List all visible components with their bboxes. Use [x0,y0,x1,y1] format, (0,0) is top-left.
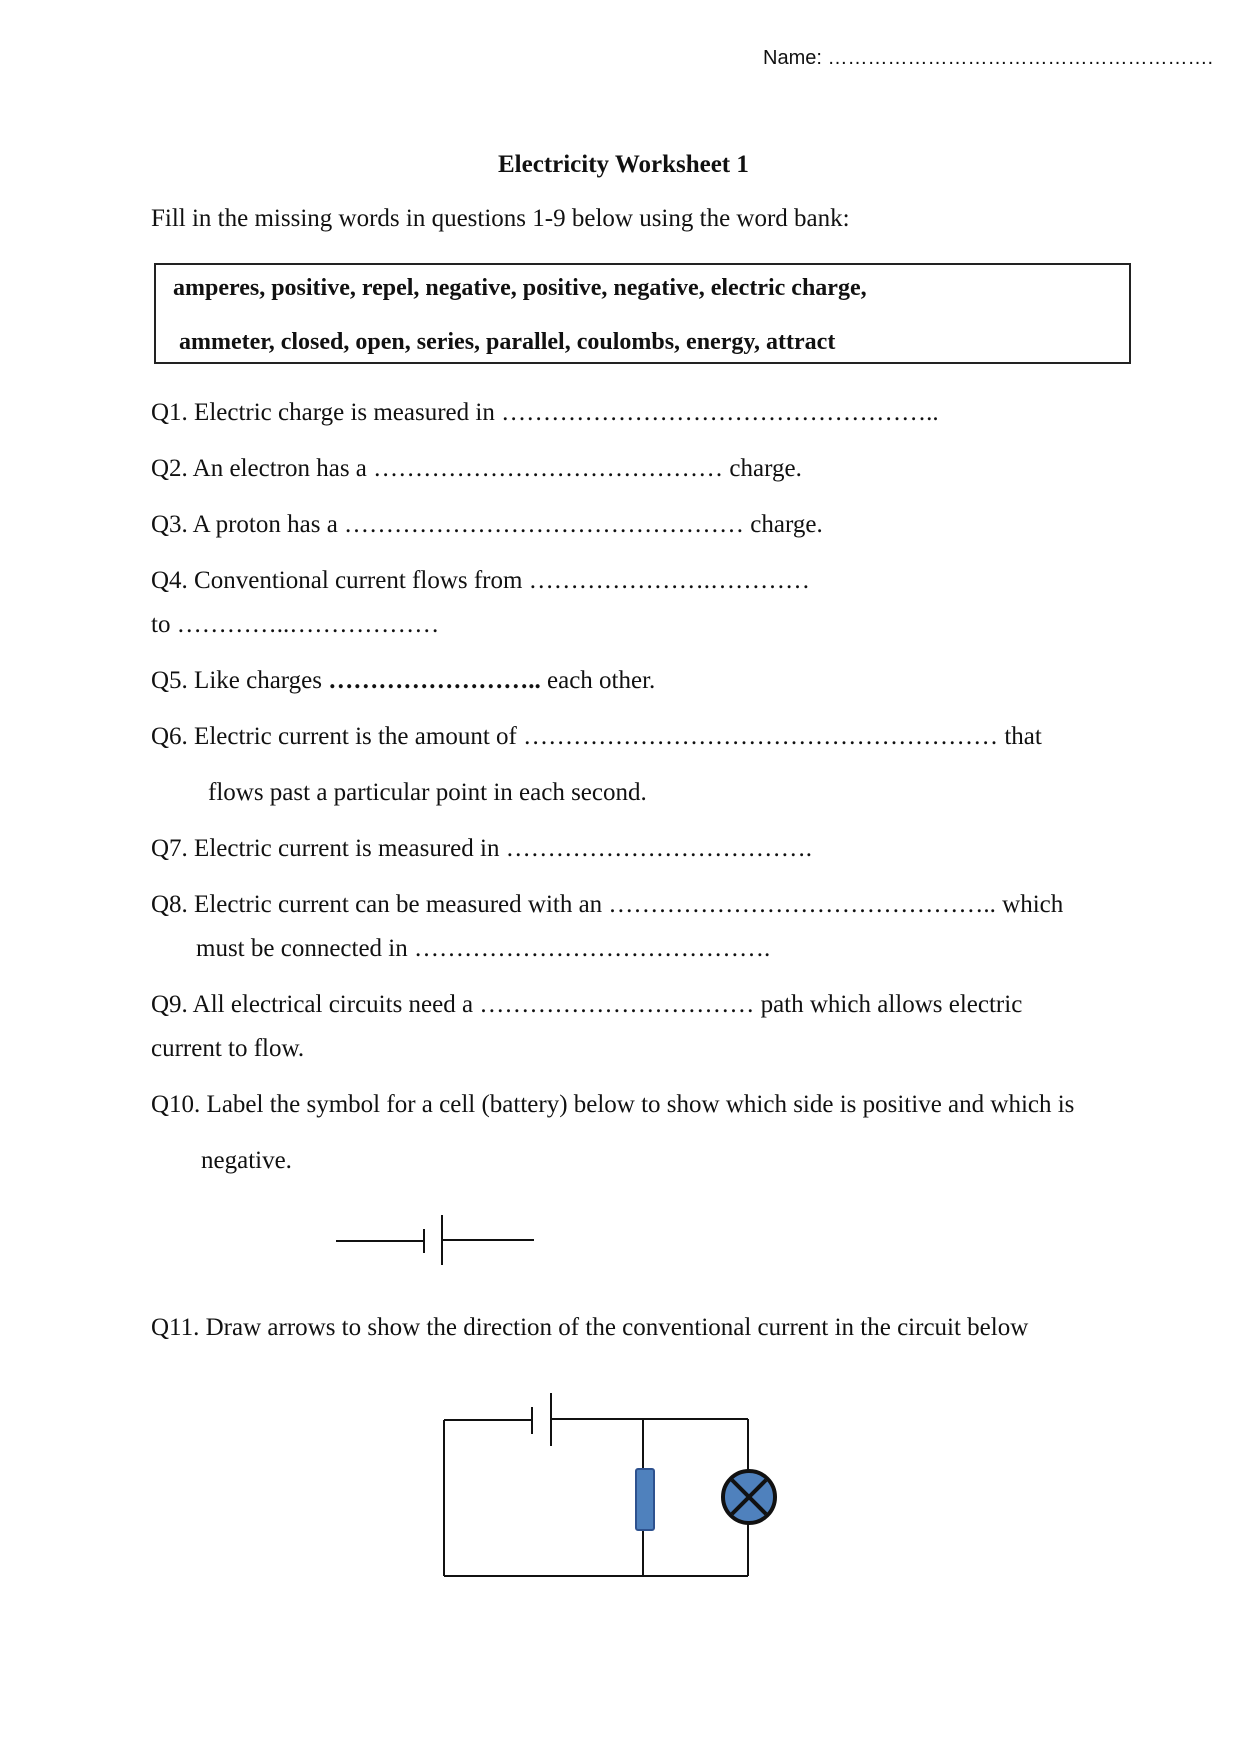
question-2: Q2. An electron has a …………………………………… charge. [151,455,802,482]
question-8-line-1: Q8. Electric current can be measured with an ……………………………………….. which [151,891,1064,918]
question-6-line-1: Q6. Electric current is the amount of ………………………………………………… that [151,723,1042,750]
question-9-line-1: Q9. All electrical circuits need a …………………………… path which allows electric [151,991,1023,1018]
question-5-blank: …………………….. [328,667,541,694]
question-5-prefix: Q5. Like charges [151,667,329,694]
question-9-line-2: current to flow. [151,1035,305,1062]
question-4-line-2: to …………..……………… [151,611,440,638]
worksheet-title: Electricity Worksheet 1 [498,151,749,178]
question-6-line-2: flows past a particular point in each second. [208,779,647,806]
question-5-suffix: each other. [547,667,656,694]
question-4-line-1: Q4. Conventional current flows from ………………….………… [151,567,810,594]
question-11: Q11. Draw arrows to show the direction of the conventional current in the circuit below [151,1314,1029,1341]
question-10-line-1: Q10. Label the symbol for a cell (battery) below to show which side is positive and which is [151,1091,1075,1118]
question-8-line-2: must be connected in ……………………………………. [196,935,771,962]
word-bank-line-2: ammeter, closed, open, series, parallel, coulombs, energy, attract [179,329,836,355]
question-10-line-2: negative. [201,1147,292,1174]
question-7: Q7. Electric current is measured in ………………………………. [151,835,812,862]
question-1: Q1. Electric charge is measured in …………………………………………….. [151,399,939,426]
resistor [636,1469,654,1530]
word-bank-line-1: amperes, positive, repel, negative, positive, negative, electric charge, [173,275,867,301]
instructions-text: Fill in the missing words in questions 1-9 below using the word bank: [151,205,850,232]
question-3: Q3. A proton has a ………………………………………… charge. [151,511,823,538]
name-field-label: Name: …………………………………………………. [763,47,1214,69]
